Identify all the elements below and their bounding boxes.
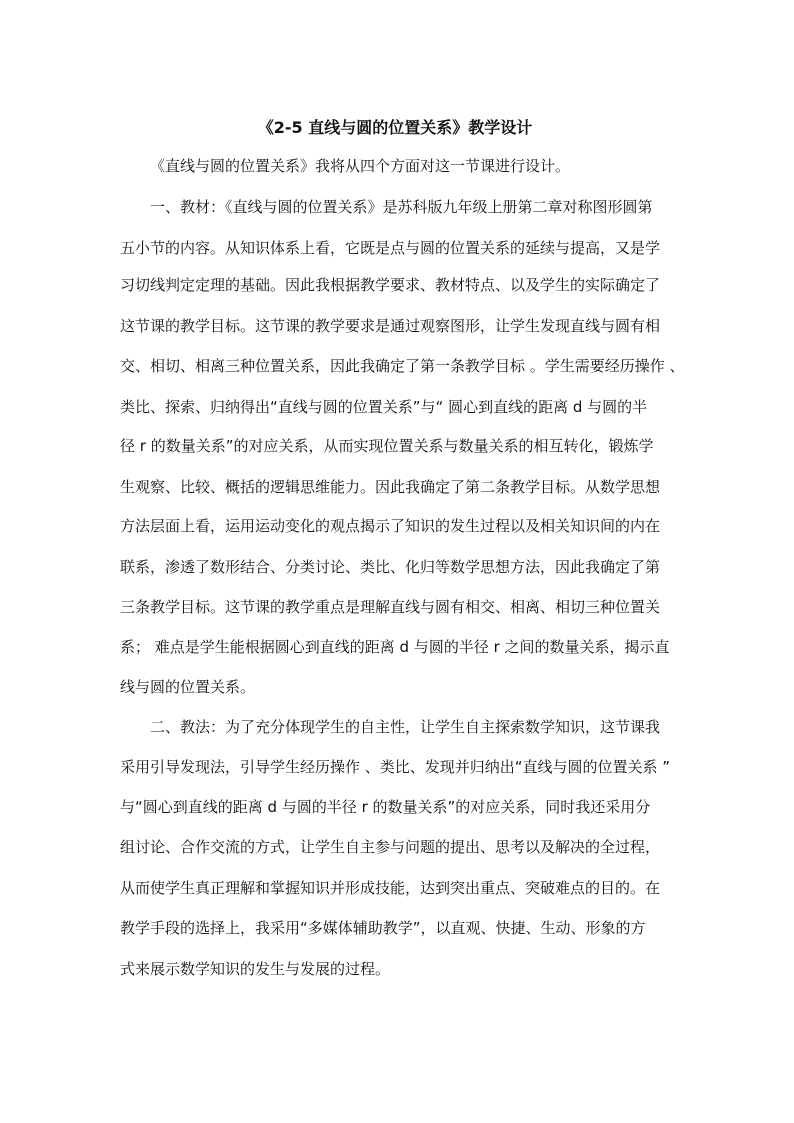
paragraph-line: 组讨论、合作交流的方式，让学生自主参与问题的提出、思考以及解决的全过程， [120,838,661,856]
paragraph-line: 方法层面上看，运用运动变化的观点揭示了知识的发生过程以及相关知识间的内在 [120,517,661,535]
paragraph-line: 交、相切、相离三种位置关系，因此我确定了第一条教学目标 。学生需要经历操作 、 [120,357,685,375]
paragraph-line: 式来展示数学知识的发生与发展的过程。 [120,960,391,978]
paragraph-line: 线与圆的位置关系。 [120,678,256,696]
paragraph-line: 一、教材：《直线与圆的位置关系》是苏科版九年级上册第二章对称图形圆第 [150,198,653,216]
paragraph-line: 这节课的教学目标。这节课的教学要求是通过观察图形，让学生发现直线与圆有相 [120,317,661,335]
paragraph-line: 生观察、比较、概括的逻辑思维能力。因此我确定了第二条教学目标。从数学思想 [120,478,661,496]
paragraph-line: 二、教法：为了充分体现学生的自主性，让学生自主探索数学知识，这节课我 [150,718,661,736]
paragraph-line: 教学手段的选择上，我采用“多媒体辅助教学”，以直观、快捷、生动、形象的方 [120,919,646,937]
paragraph-line: 三条教学目标。这节课的教学重点是理解直线与圆有相交、相离、相切三种位置关 [120,598,661,616]
paragraph-line: 五小节的内容。从知识体系上看，它既是点与圆的位置关系的延续与提高，又是学 [120,239,661,257]
paragraph-line: 径 r 的数量关系”的对应关系，从而实现位置关系与数量关系的相互转化，锻炼学 [120,437,654,455]
paragraph-line: 与“圆心到直线的距离 d 与圆的半径 r 的数量关系”的对应关系，同时我还采用分 [120,798,651,816]
paragraph-line: 采用引导发现法，引导学生经历操作 、类比、发现并归纳出“直线与圆的位置关系 ” [120,758,671,776]
paragraph-line: 习切线判定定理的基础。因此我根据教学要求、教材特点、以及学生的实际确定了 [120,276,661,294]
paragraph-line: 《直线与圆的位置关系》我将从四个方面对这一节课进行设计。 [150,157,571,175]
paragraph-line: 类比、探索、归纳得出“直线与圆的位置关系”与“ 圆心到直线的距离 d 与圆的半 [120,398,648,416]
paragraph-line: 从而使学生真正理解和掌握知识并形成技能，达到突出重点、突破难点的目的。在 [120,879,661,897]
paragraph-line: 联系，渗透了数形结合、分类讨论、类比、化归等数学思想方法，因此我确定了第 [120,558,661,576]
paragraph-line: 系； 难点是学生能根据圆心到直线的距离 d 与圆的半径 r 之间的数量关系，揭示直 [120,638,670,656]
document-title: 《2-5 直线与圆的位置关系》教学设计 [257,118,533,137]
